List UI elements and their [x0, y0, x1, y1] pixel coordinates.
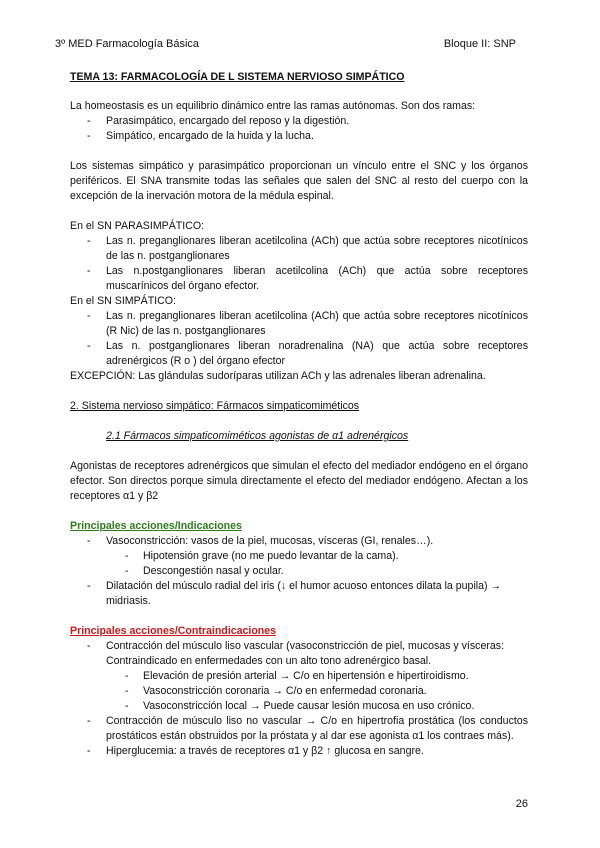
- list-item: - Parasimpático, encargado del reposo y la digestión.: [70, 114, 528, 129]
- page-number: 26: [515, 798, 528, 810]
- sympathetic-heading: En el SN SIMPÁTICO:: [70, 295, 176, 307]
- sna-paragraph: Los sistemas simpático y parasimpático proporcionan un vínculo entre el SNC y los órganos periféricos. El SNA transmite todas las señales que salen del SNC al resto del cuerpo con la excepción de la inervación motora de la médula espinal.: [70, 160, 528, 202]
- parasympathetic-list: [70, 234, 528, 294]
- list-item: - Simpático, encargado de la huida y la lucha.: [70, 129, 528, 144]
- list-item: [70, 639, 528, 714]
- list-item-text: Contracción del músculo liso vascular (vasoconstricción de piel, mucosas y vísceras: Contraindicado en enfermedades con un alto tono adrenérgico basal.: [106, 640, 505, 667]
- list-item: - Las n. preganglionares liberan acetilcolina (ACh) que actúa sobre receptores nicotínicos de las n. postganglionares: [70, 234, 528, 264]
- header-block: Bloque II: SNP: [443, 38, 516, 50]
- page-title: TEMA 13: FARMACOLOGÍA DE L SISTEMA NERVIOSO SIMPÁTICO: [70, 71, 405, 83]
- contraindications-list: [70, 639, 528, 759]
- sub-list-item: - Vasoconstricción coronaria → C/o en enfermedad coronaria.: [70, 684, 528, 699]
- list-item: - Dilatación del músculo radial del iris (↓ el humor acuoso entonces dilata la pupila) → midriasis.: [70, 579, 528, 609]
- intro-list: [70, 114, 528, 144]
- indications-heading: Principales acciones/Indicaciones: [70, 520, 242, 532]
- sub-list-item: - Descongestión nasal y ocular.: [70, 564, 528, 579]
- agonists-paragraph: Agonistas de receptores adrenérgicos que simulan el efecto del mediador endógeno en el órgano efector. Son directos porque simula directamente el efecto del mediador endógeno. Afectan a los receptores α1 y β2: [70, 460, 528, 502]
- intro-text: La homeostasis es un equilibrio dinámico entre las ramas autónomas. Son dos ramas:: [70, 100, 476, 112]
- list-item: - Las n. postganglionares liberan noradrenalina (NA) que actúa sobre receptores adrenérgicos (R o ) del órgano efector: [70, 339, 528, 369]
- sub-list-item: - Hipotensión grave (no me puedo levantar de la cama).: [70, 549, 528, 564]
- list-item: - Hiperglucemia: a través de receptores α1 y β2 ↑ glucosa en sangre.: [70, 744, 528, 759]
- list-item: - Contracción de músculo liso no vascular → C/o en hipertrofia prostática (los conductos prostáticos están obstruidos por la próstata y al dar ese agonista α1 los contraes más).: [70, 714, 528, 744]
- sub-list: [106, 549, 528, 579]
- list-item-text: Vasoconstricción: vasos de la piel, mucosas, vísceras (GI, renales…).: [106, 535, 434, 547]
- list-item: - Las n.postganglionares liberan acetilcolina (ACh) que actúa sobre receptores muscarínicos del órgano efector.: [70, 264, 528, 294]
- sympathetic-list: [70, 309, 528, 369]
- document-body: [70, 70, 528, 759]
- section-2-heading: 2. Sistema nervioso simpático: Fármacos simpaticomiméticos: [70, 400, 360, 412]
- list-item: - Las n. preganglionares liberan acetilcolina (ACh) que actúa sobre receptores nicotínicos (R Nic) de las n. postganglionares: [70, 309, 528, 339]
- sub-list-item: - Elevación de presión arterial → C/o en hipertensión e hipertiroidismo.: [70, 669, 528, 684]
- subsection-2-1-heading: 2.1 Fármacos simpaticomiméticos agonistas de α1 adrenérgicos: [106, 430, 409, 442]
- sub-list-item: - Vasoconstricción local → Puede causar lesión mucosa en uso crónico.: [70, 699, 528, 714]
- header-course: 3º MED Farmacología Básica: [55, 38, 200, 50]
- exception-note: EXCEPCIÓN: Las glándulas sudoríparas utilizan ACh y las adrenales liberan adrenalina.: [70, 370, 486, 382]
- list-item: [70, 534, 528, 579]
- parasympathetic-heading: En el SN PARASIMPÁTICO:: [70, 220, 205, 232]
- sub-list: [106, 669, 528, 714]
- contraindications-heading: Principales acciones/Contraindicaciones: [70, 625, 277, 637]
- indications-list: [70, 534, 528, 609]
